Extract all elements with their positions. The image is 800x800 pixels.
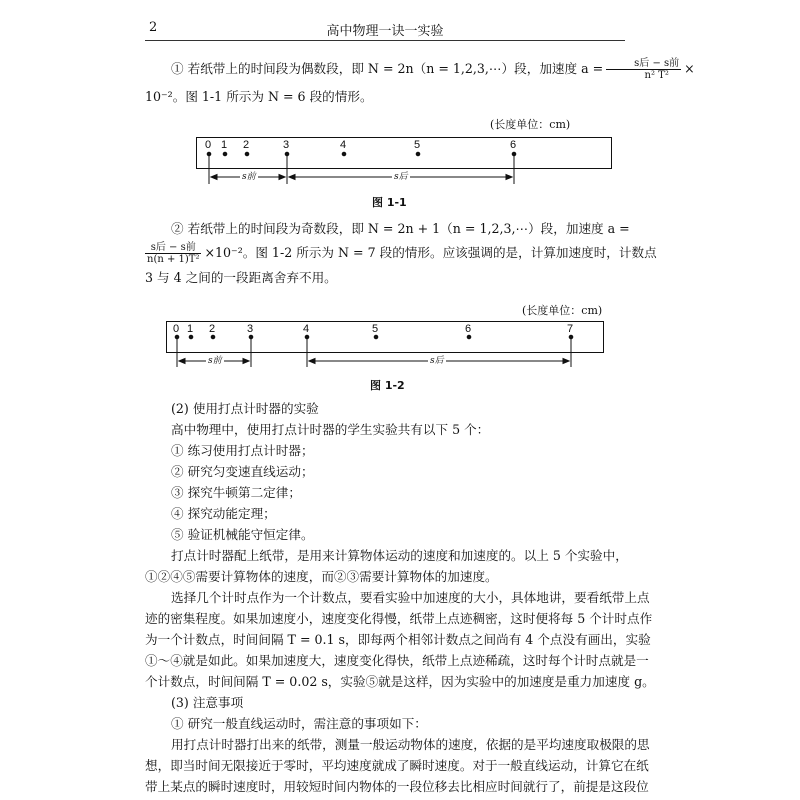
para1-formula: N = 2n（n = 1,2,3,⋯） xyxy=(367,61,515,76)
frac-numerator: s后 − s前 xyxy=(606,58,681,70)
fig2-paper-tape xyxy=(166,321,604,353)
experiment-item-3: ③ 探究牛顿第二定律； xyxy=(171,485,301,500)
frac-denominator: n² T² xyxy=(644,70,669,81)
para1-text-b: 段，加速度 a = xyxy=(514,61,604,76)
body-line: 想，即当时间无限接近于零时，平均速度就成了瞬时速度。对于一般直线运动，计算它在纸 xyxy=(145,758,649,773)
fig2-mark-2: 2 xyxy=(209,323,216,335)
para2-line3: 3 与 4 之间的一段距离舍弃不用。 xyxy=(145,270,337,285)
para1-fraction xyxy=(606,58,681,81)
para1-line1 xyxy=(145,56,695,82)
fig1-paper-tape xyxy=(196,137,612,169)
frac2-numerator: s后 − s前 xyxy=(145,242,201,254)
experiment-item-5: ⑤ 验证机械能守恒定律。 xyxy=(171,527,314,542)
fig1-seg-front-label: s前 xyxy=(240,169,258,182)
fig1-unit-label: (长度单位：cm) xyxy=(490,118,571,131)
body-line: 迹的密集程度。如果加速度小，速度变化得慢，纸带上点迹稠密，这时便将每 5 个计时点作 xyxy=(145,611,653,626)
fig1-mark-2: 2 xyxy=(243,139,250,151)
section3-heading: (3) 注意事项 xyxy=(171,695,244,710)
fig2-unit-label: (长度单位：cm) xyxy=(522,304,603,317)
body-line: 带上某点的瞬时速度时，用较短时间内物体的一段位移去比相应时间就行了，前提是这段位 xyxy=(145,779,649,794)
body-line: 选择几个计时点作为一个计数点，要看实验中加速度的大小，具体地讲，要看纸带上点 xyxy=(171,590,650,605)
body-line: ①②④⑤需要计算物体的速度，而②③需要计算物体的加速度。 xyxy=(145,569,498,584)
fig2-mark-1: 1 xyxy=(187,323,194,335)
experiment-item-2: ② 研究匀变速直线运动； xyxy=(171,464,314,479)
para2-fraction xyxy=(145,242,201,265)
fig2-mark-6: 6 xyxy=(465,323,472,335)
page-header xyxy=(145,18,625,41)
fig2-mark-3: 3 xyxy=(247,323,254,335)
body-line: 高中物理中，使用打点计时器的学生实验共有以下 5 个： xyxy=(171,422,490,437)
page-number: 2 xyxy=(149,20,158,35)
body-line: 打点计时器配上纸带，是用来计算物体运动的速度和加速度的。以上 5 个实验中， xyxy=(171,548,628,563)
section2-heading: (2) 使用打点计时器的实验 xyxy=(171,401,319,416)
fig1-mark-6: 6 xyxy=(510,139,517,151)
body-line: 为一个计数点，时间间隔 T = 0.1 s，即每两个相邻计数点之间尚有 4 个点没有画出，实验 xyxy=(145,632,651,647)
fig2-seg-front-label: s前 xyxy=(206,353,224,366)
fig2-mark-0: 0 xyxy=(173,323,180,335)
fig1-caption: 图 1-1 xyxy=(372,196,407,209)
fig2-caption: 图 1-2 xyxy=(370,379,405,392)
fig2-seg-back-label: s后 xyxy=(428,353,446,366)
fig2-mark-4: 4 xyxy=(303,323,310,335)
fig1-seg-back-label: s后 xyxy=(392,169,410,182)
body-line: 用打点计时器打出来的纸带，测量一般运动物体的速度，依据的是平均速度取极限的思 xyxy=(171,737,650,752)
fig1-mark-4: 4 xyxy=(340,139,347,151)
body-line: ①～④就是如此。如果加速度大，速度变化得快，纸带上点迹稀疏，这时每个计时点就是一 xyxy=(145,653,649,668)
frac2-denominator: n(n + 1)T² xyxy=(147,254,200,265)
para2-line1: ② 若纸带上的时间段为奇数段，即 N = 2n + 1（n = 1,2,3,⋯）段，加速度 a = xyxy=(171,221,630,236)
fig1-mark-1: 1 xyxy=(221,139,228,151)
body-line: 个计数点，时间间隔 T = 0.02 s，实验⑤就是这样，因为实验中的加速度是重力加速度 g。 xyxy=(145,674,655,689)
para2-tail: ×10⁻²。图 1-2 所示为 N = 7 段的情形。应该强调的是，计算加速度时，计数点 xyxy=(204,245,657,260)
para1-line2: 10⁻²。图 1-1 所示为 N = 6 段的情形。 xyxy=(145,89,373,104)
para1-text-a: ① 若纸带上的时间段为偶数段，即 xyxy=(171,61,368,76)
running-title: 高中物理一诀一实验 xyxy=(326,24,444,39)
fig1-mark-3: 3 xyxy=(283,139,290,151)
experiment-item-1: ① 练习使用打点计时器； xyxy=(171,443,314,458)
para1-tail: × xyxy=(684,61,695,76)
para2-line2 xyxy=(145,240,657,266)
body-line: ① 研究一般直线运动时，需注意的事项如下： xyxy=(171,716,427,731)
experiment-item-4: ④ 探究动能定理； xyxy=(171,506,276,521)
fig1-mark-0: 0 xyxy=(205,139,212,151)
fig2-mark-5: 5 xyxy=(372,323,379,335)
fig2-mark-7: 7 xyxy=(567,323,574,335)
fig1-mark-5: 5 xyxy=(414,139,421,151)
